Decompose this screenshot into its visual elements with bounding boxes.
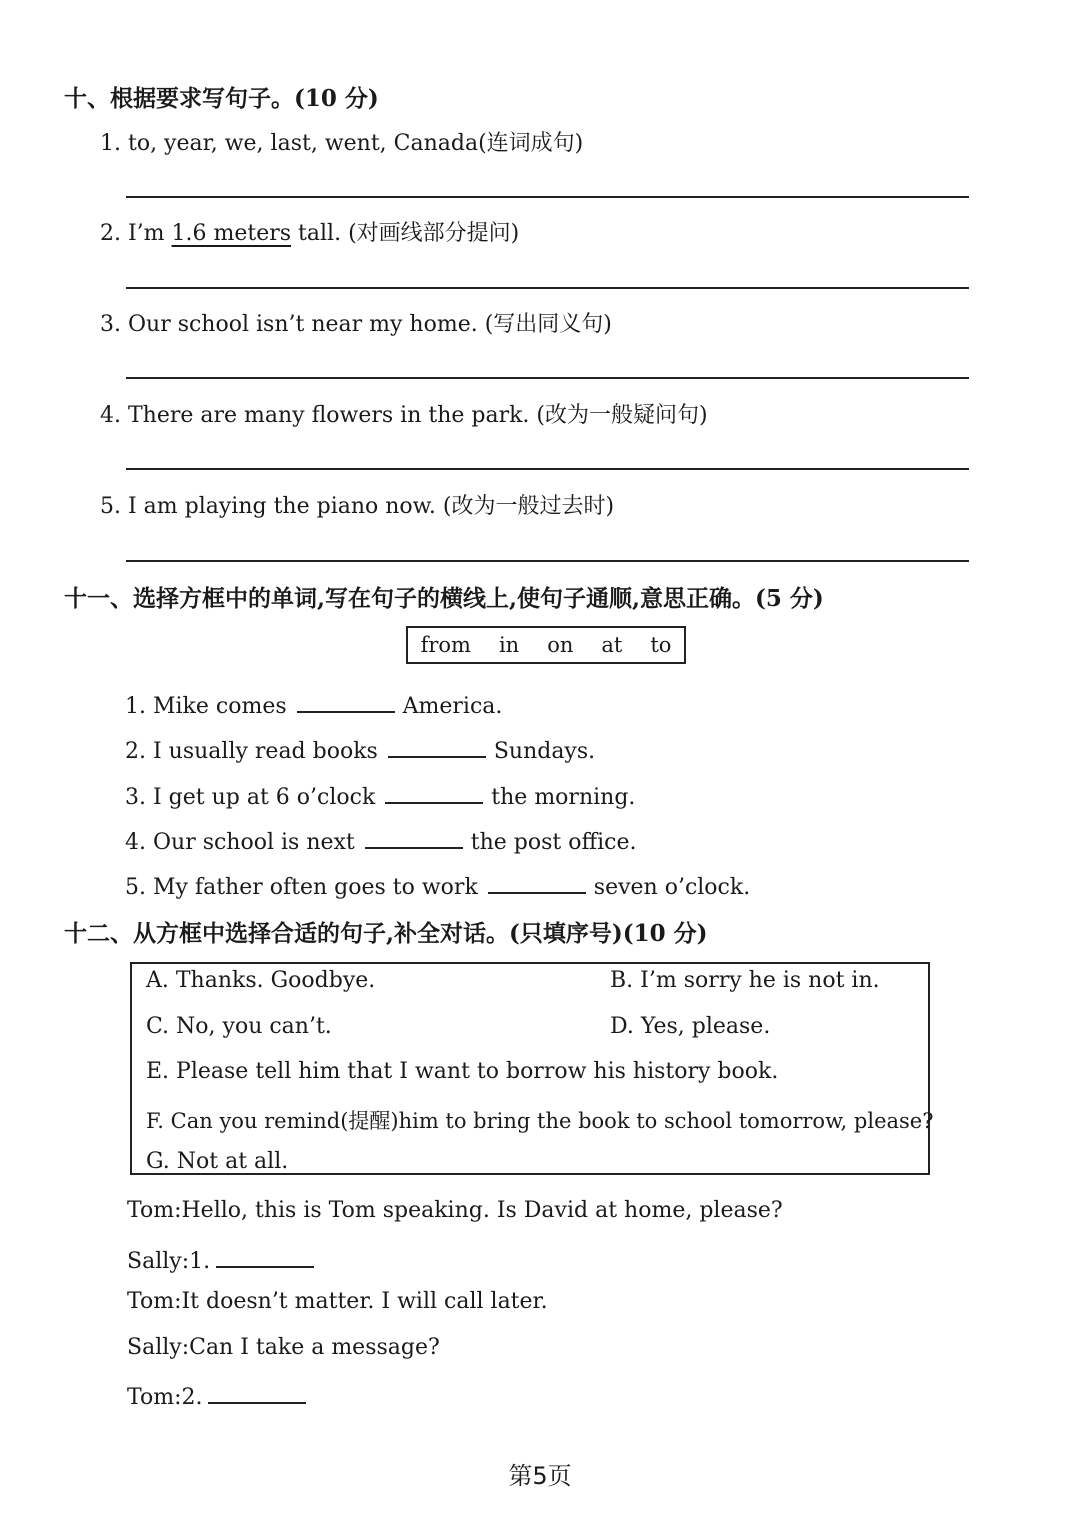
question-instruction: (改为一般过去时) xyxy=(435,494,615,519)
speaker-label: Sally: xyxy=(127,1249,190,1274)
section-10-heading: 十、根据要求写句子。(10 分) xyxy=(64,85,379,112)
word-option: from xyxy=(420,633,471,657)
options-box xyxy=(130,962,934,1175)
dialogue-line-1 xyxy=(127,1198,783,1223)
option-e: E. Please tell him that I want to borrow his history book. xyxy=(146,1059,779,1084)
question-text: 2. I’m xyxy=(100,221,172,246)
fill-blank[interactable] xyxy=(365,825,463,849)
word-bank-box xyxy=(406,626,686,664)
fill-blank[interactable] xyxy=(388,734,486,758)
dialogue-line-2 xyxy=(127,1244,322,1274)
dialogue-line-3 xyxy=(127,1289,548,1314)
question-text: 1. to, year, we, last, went, Canada xyxy=(100,131,479,156)
speaker-label: Tom: xyxy=(127,1289,182,1314)
speaker-label: Tom: xyxy=(127,1198,182,1223)
fill-blank[interactable] xyxy=(488,870,586,894)
question-text: Sundays. xyxy=(493,739,596,764)
dialogue-text: 2. xyxy=(181,1385,203,1410)
fill-question-4 xyxy=(125,825,637,855)
fill-blank[interactable] xyxy=(297,689,395,713)
option-d: D. Yes, please. xyxy=(610,1014,771,1039)
option-c: C. No, you can’t. xyxy=(146,1014,332,1039)
question-instruction: tall. (对画线部分提问) xyxy=(291,221,520,246)
option-f: F. Can you remind(提醒)him to bring the book to school tomorrow, please? xyxy=(146,1109,934,1133)
answer-line-3[interactable] xyxy=(126,377,969,379)
dialogue-text: Hello, this is Tom speaking. Is David at home, please? xyxy=(181,1198,783,1223)
fill-question-3 xyxy=(125,780,635,810)
answer-line-2[interactable] xyxy=(126,287,969,289)
question-text: America. xyxy=(402,694,503,719)
word-option: to xyxy=(650,633,672,657)
word-option: at xyxy=(601,633,623,657)
rewrite-question-4 xyxy=(100,398,708,429)
dialogue-text: Can I take a message? xyxy=(189,1335,440,1360)
fill-question-1 xyxy=(125,689,502,719)
question-instruction: (连词成句) xyxy=(478,131,584,156)
question-text: 3. Our school isn’t near my home. xyxy=(100,312,478,337)
question-text: 5. I am playing the piano now. xyxy=(100,494,436,519)
question-text: the post office. xyxy=(470,830,637,855)
dialogue-text: 1. xyxy=(189,1249,211,1274)
question-text: 5. My father often goes to work xyxy=(125,875,478,900)
rewrite-question-2 xyxy=(100,216,519,247)
section-12-heading: 十二、从方框中选择合适的句子,补全对话。(只填序号)(10 分) xyxy=(64,920,708,947)
fill-question-5 xyxy=(125,870,750,900)
speaker-label: Sally: xyxy=(127,1335,190,1360)
question-instruction: (改为一般疑问句) xyxy=(529,403,708,428)
underlined-phrase: 1.6 meters xyxy=(171,221,292,246)
dialogue-line-5 xyxy=(127,1380,314,1410)
section-11-heading: 十一、选择方框中的单词,写在句子的横线上,使句子通顺,意思正确。(5 分) xyxy=(64,585,824,612)
page-number: 第5页 xyxy=(508,1462,572,1490)
dialogue-line-4 xyxy=(127,1335,440,1360)
fill-blank[interactable] xyxy=(216,1244,314,1268)
option-g: G. Not at all. xyxy=(146,1149,289,1174)
question-text: 4. Our school is next xyxy=(125,830,355,855)
answer-line-5[interactable] xyxy=(126,560,969,562)
fill-blank[interactable] xyxy=(208,1380,306,1404)
rewrite-question-1 xyxy=(100,126,583,157)
question-instruction: (写出同义句) xyxy=(477,312,612,337)
dialogue-text: It doesn’t matter. I will call later. xyxy=(181,1289,548,1314)
question-text: 4. There are many flowers in the park. xyxy=(100,403,530,428)
answer-line-4[interactable] xyxy=(126,468,969,470)
fill-blank[interactable] xyxy=(385,780,483,804)
option-a: A. Thanks. Goodbye. xyxy=(146,968,376,993)
answer-line-1[interactable] xyxy=(126,196,969,198)
option-b: B. I’m sorry he is not in. xyxy=(610,968,880,993)
word-option: in xyxy=(498,633,520,657)
word-option: on xyxy=(547,633,574,657)
fill-question-2 xyxy=(125,734,595,764)
question-text: the morning. xyxy=(491,785,636,810)
question-text: seven o’clock. xyxy=(593,875,751,900)
rewrite-question-3 xyxy=(100,307,612,338)
rewrite-question-5 xyxy=(100,489,614,520)
question-text: 2. I usually read books xyxy=(125,739,378,764)
speaker-label: Tom: xyxy=(127,1385,182,1410)
question-text: 1. Mike comes xyxy=(125,694,287,719)
question-text: 3. I get up at 6 o’clock xyxy=(125,785,376,810)
